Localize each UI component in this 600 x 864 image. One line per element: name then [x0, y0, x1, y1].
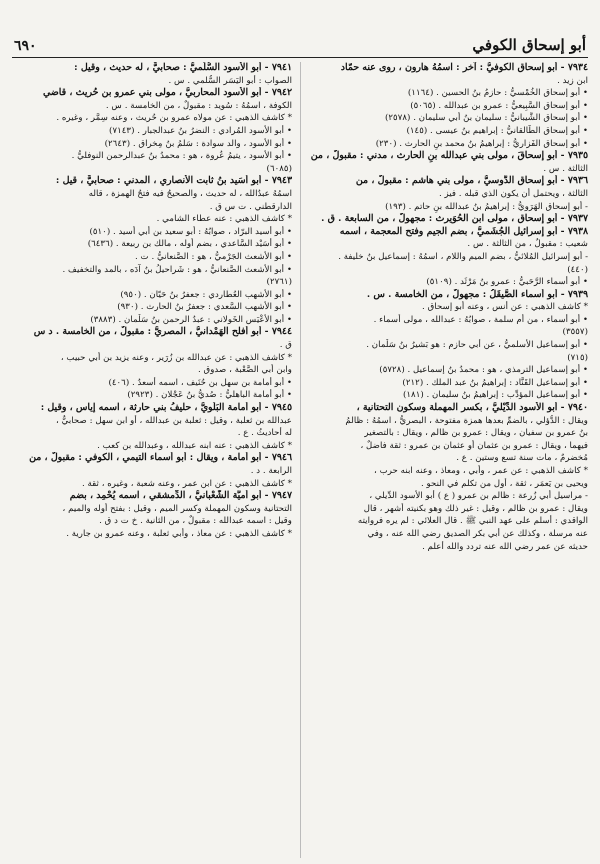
text-line: • أبو إسحاق السَّبِيعيُّ : عمرو بن عبدالله . (٥٠٦٥) — [410, 100, 588, 111]
entry-heading-line: ٧٩٤٥ - أبو أمامة البَلَويُّ ، حليفُ بني حارثة ، اسمه إياس ، وقيل : — [40, 402, 292, 414]
text-line: الصواب : أبو اليَسَر السُّلمي . س . — [168, 75, 292, 86]
text-line: • أبو الأشعث الجَرْميُّ ، هو : الصَّنعانيُّ . ت . — [135, 251, 292, 262]
text-line: • أبو الأشهب العُطاردي : جعفرُ بنُ حَيّان . (٩٥٠) — [120, 289, 292, 300]
text-line: * كاشف الذهبي : عن عمر ، وأُبي ، ومعاذ ، وعنه ابنه حرب ، — [374, 466, 588, 476]
entry-heading-line: ٧٩٣٦ - أبو إسحاق الدَّوسيُّ ، مولى بني هاشم : مقبولٌ ، من — [355, 175, 588, 187]
text-line: • أبو أمامة الباهليُّ : صُديُّ بنُ عَجْلان . (٢٩٢٣) — [127, 390, 292, 401]
text-line: وابن أبي الصَّعْبة ، صدوق . — [197, 365, 292, 376]
text-line: • أبو إسماعيل القَنَّاد : إبراهيمُ بنُ عبد الملك . (٢١٢) — [402, 377, 588, 388]
text-line: • أبو إسماعيل الأسلميُّ ، عن أبي حازم : هو بَشيرُ بنُ سَلْمان . — [366, 340, 588, 351]
text-line: (٣٥٥٧) — [562, 327, 588, 338]
text-line: الثالثة ، ويحتمل أن يكون الذي قبله . فيز . — [438, 188, 588, 199]
text-line: • أبو إسماعيل المؤدِّب : إبراهيمُ بنُ سليمان . (١٨١) — [402, 390, 588, 401]
text-line: • أبو إسماعيل الترمذي ، هو : محمدُ بنُ إسماعيل . (٥٧٢٨) — [379, 365, 588, 376]
text-line: • أبو أُسَيْد السَّاعدي ، بضم أوله ، مالك بن ربيعة . (٦٤٣٦) — [87, 239, 292, 250]
text-line: * كاشف الذهبي : عن مولاه عمرو بن حُريث ، وعنه سِمَّر ، وغيره . — [56, 113, 292, 124]
right-column — [308, 62, 588, 858]
text-line: له أحاديثُ . ع . — [237, 428, 292, 439]
text-line: ق . — [279, 340, 292, 351]
entry-heading-line: ٧٩٤١ - أبو الأسود السُّلَميُّ : صحابيٌّ ، له حديث ، وقيل : — [74, 62, 292, 73]
text-line: التحتانية وسكون المهملة وكسر الميم ، وقيل : بفتح أوله والميم ، — [62, 503, 292, 514]
text-line: • أبو أسماء الرَّحَبيُّ : عمرو بنُ مَرْثَد . (٥١٠٩) — [426, 277, 588, 288]
entry-heading-line: ٧٩٤٧ - أبو أُميَّة الشَّعْبانيُّ ، الدِّمشقي ، اسمه يُحْمِد ، بضم — [69, 490, 292, 502]
text-line: الدارقطني . ت س ق . — [209, 201, 292, 212]
text-line: • أبو الأشعث الصَّنعانيُّ ، هو : شَراحيلُ بنُ آدَه ، بالمد والتخفيف . — [62, 264, 292, 275]
text-line: • أبو الأسود ، يتيمُ عُروة ، هو : محمدُ بنُ عبدالرحمن النوفليُّ . — [71, 151, 292, 162]
text-line: • أبو الأشهب السَّعدي : جعفرُ بنُ الحارث . (٩٣٠) — [117, 302, 292, 313]
text-line: • أبو أمامة بن سهل بن حُنَيف ، اسمه أسعدُ . (٤٠٦) — [108, 377, 292, 388]
text-line: * كاشف الذهبي : عن معاذ ، وأبي ثعلبة ، وعنه عمرو بن جارية . — [66, 528, 292, 539]
text-line: شعيب : مقبولٌ ، من الثالثة . س . — [467, 239, 588, 250]
page-number: ٦٩٠ — [14, 38, 37, 54]
text-line: حديثه عن عمر رضي الله عنه تردد والله أعلم . — [422, 541, 588, 552]
text-line: - أبو إسحاق الهَرَويُّ : إبراهيمُ بنُ عبدالله بنِ حاتم . (١٩٣) — [385, 201, 588, 212]
text-line: الكوفة ، اسمُهُ : سُويد : مقبولٌ ، من الخامسة . س . — [105, 100, 292, 111]
text-line: الرابعة . د . — [250, 466, 292, 476]
text-line: ويحيى بن يَعمَر ، ثقة ، أول من تكلم في النحو . — [421, 478, 588, 489]
text-line: * كاشف الذهبي : عن ابن عمر ، وعنه شعبة ، وغيره ، ثقة . — [81, 478, 292, 489]
text-line: ابن زيد . — [557, 75, 588, 86]
text-line: • أبو أُسيد البرّاد ، صوابُهُ : أبو سعيد بن أبي أسيد . (٥١٠) — [89, 226, 292, 237]
text-line: * كاشف الذهبي : عنه عطاء الشامي . — [156, 214, 292, 225]
entry-heading-line: ٧٩٤٠ - أبو الأسود الدِّيْليُّ ، بكسر المهملة وسكون التحتانية ، — [356, 402, 588, 414]
text-line: • أبو أسماء ، من أم سلمة ، صوابُهُ : عبدالله ، مولى أسماء . — [373, 314, 588, 325]
running-title: أبو إسحاق الكوفي — [472, 36, 586, 54]
text-line: عنه مرسلة ، وكذلك عن أبي بكر الصديق رضي الله عنه ، وفي — [367, 528, 588, 539]
entry-heading-line: ٧٩٤٤ - أبو أفلح الهَمْدانيُّ ، المصريُّ : مقبولٌ ، من الخامسة . د س — [33, 326, 292, 338]
header-rule — [12, 57, 588, 58]
text-line: - مراسيل أبي زُرعة : ظالم بن عمرو ( ع ) أبو الأسود الدِّيلي ، — [369, 491, 588, 502]
text-line: • أبو إسحاق الخُمْسيُّ : حازمُ بنُ الحسين . (١١٦٤) — [407, 88, 588, 99]
entry-heading-line: ٧٩٣٥ - أبو إسحاقَ ، مولى بني عبدالله بنِ الحارث ، مدني : مقبولٌ ، من — [310, 150, 588, 162]
text-line: بنُ عمرو بن سفيان ، ويقال : عمرو بن ظالم ، ويقال : بالتصغير — [364, 428, 588, 439]
text-line: (٦٠٨٥) — [266, 163, 292, 174]
column-divider — [300, 62, 301, 858]
text-line: (٤٤٠) — [567, 264, 588, 275]
text-line: (٢٧٦١) — [266, 277, 292, 288]
entry-heading-line: ٧٩٣٨ - أبو إسرائيل الجُشَميُّ ، بضم الجيم وفتح المعجمة ، اسمه — [339, 225, 588, 237]
entry-heading-line: ٧٩٤٢ - أبو الأسود المحاربيُّ ، مولى بني عمرو بن حُريث ، قاضي — [42, 87, 292, 99]
text-line: • أبو الأسود المُرادي : النضرُ بنُ عبدالجبار . (٧١٤٣) — [109, 125, 292, 136]
text-line: الواقدي : أسلم على عهد النبي ﷺ . قال العلائي : لم يره فروايته — [357, 516, 588, 527]
text-line: فيهما ، ويقال : عمرو بن عثمان أو عثمان بن عمرو : ثقة فاضلٌ ، — [360, 440, 588, 451]
text-line: وقيل : اسمه عبدالله : مقبولٌ ، من الثانية . خ ت د ق . — [99, 516, 292, 527]
text-line: * كاشف الذهبي : عنه ابنه عبدالله ، وعبدالله بن كعب . — [97, 440, 292, 451]
text-line: ويقال : الدُّؤلي ، بالضمِّ بعدها همزة مفتوحة ، البصريُّ ، اسمُهُ : ظالمُ — [345, 415, 588, 426]
text-line: • أبو الأعْيَس الخَولاني : عبدُ الرحمن بنُ سَلْمان . (٣٨٨٣) — [90, 314, 292, 325]
entry-heading-line: ٧٩٣٧ - أبو إسحاق ، مولى ابن الحُوَيرث : مجهولٌ ، من السابعة . ق . — [321, 213, 588, 225]
text-line: • أبو إسحاق الفَزاريُّ : إبراهيمُ بنُ محمد بنِ الحارث . (٢٣٠) — [375, 138, 588, 149]
text-line: اسمُهُ عبدُالله ، له حديث ، والصحيحُ فيه فتحُ الهمزة ، قاله — [88, 188, 292, 199]
text-line: * كاشف الذهبي : عن عبدالله بن زُرَير ، وعنه يزيد بن أبي حبيب ، — [60, 352, 292, 363]
text-line: ويقال : عمرو بن ظالم ، وقيل : غير ذلك وهو بكنيته أشهر ، قال — [363, 503, 588, 514]
page-header — [14, 28, 586, 54]
text-line: مُخضرمٌ ، مات سنة تسع وستين . ع . — [456, 453, 588, 464]
text-line: • أبو إسحاق الشَّيبانيُّ : سليمان بنُ أبي سليمان . (٢٥٧٨) — [384, 113, 588, 124]
entry-heading-line: ٧٩٣٤ - أبو إسحاق الكوفيُّ : آخر : اسمُهُ هارون ، روى عنه حمّاد — [340, 62, 588, 73]
entry-heading-line: ٧٩٤٣ - أبو أُسَيد بنُ ثابت الأنصاري ، المدني : صحابيٌّ ، قيل : — [55, 175, 292, 187]
text-line: - أبو إسرائيل المُلائيُّ ، بضم الميم واللام ، اسمُهُ : إسماعيل بنُ خليفة . — [338, 251, 588, 262]
left-column — [12, 62, 292, 858]
entry-heading-line: ٧٩٣٩ - أبو أسماء الصَّيقَلُ : مجهولٌ ، من الخامسة . س . — [366, 288, 588, 300]
text-line: (٧١٥) — [567, 352, 588, 363]
text-line: • أبو الأسود ، والد سوادة : سَلمُ بنُ مِخراق . (٢٦٤٣) — [104, 138, 292, 149]
text-line: * كاشف الذهبي : عن أنس ، وعنه أبو إسحاق . — [422, 302, 588, 313]
entry-heading-line: ٧٩٤٦ - أبو أمامة ، ويقال : أبو أسماء التيمي ، الكوفي : مقبولٌ ، من — [29, 452, 292, 464]
text-line: • أبو إسحاق الطَّالقانيُّ : إبراهيم بنُ عيسى . (١٤٥) — [406, 125, 588, 136]
text-line: الثالثة . س . — [543, 163, 588, 174]
text-line: عبدالله بن ثعلبة ، وقيل : ثعلبة بن عبدالله ، أو ابن سهل : صحابيٌّ ، — [56, 415, 292, 426]
